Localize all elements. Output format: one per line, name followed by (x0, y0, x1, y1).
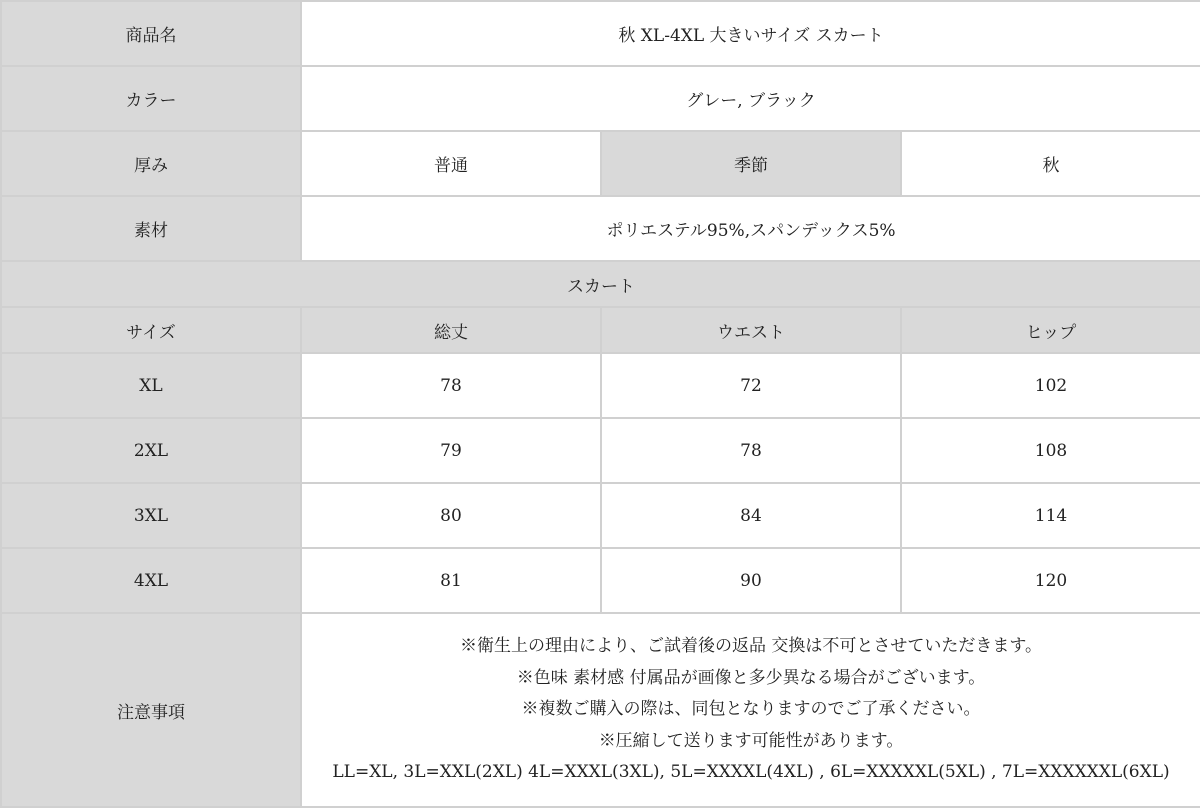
hip-cell: 102 (901, 353, 1200, 418)
table-row (1, 353, 1200, 418)
season-value: 秋 (901, 131, 1200, 196)
size-cell: 2XL (1, 418, 301, 483)
size-cell: 3XL (1, 483, 301, 548)
product-name-value: 秋 XL-4XL 大きいサイズ スカート (301, 1, 1200, 66)
hip-cell: 120 (901, 548, 1200, 613)
thickness-value: 普通 (301, 131, 601, 196)
size-conversion-line: LL=XL, 3L=XXL(2XL) 4L=XXXL(3XL), 5L=XXXXL(4XL) , 6L=XXXXXL(5XL) , 7L=XXXXXXL(6XL) (332, 762, 1170, 783)
hip-cell: 114 (901, 483, 1200, 548)
thickness-season-row (1, 131, 1200, 196)
length-header: 総丈 (301, 307, 601, 353)
color-value: グレー, ブラック (301, 66, 1200, 131)
note-line: ※衛生上の理由により、ご試着後の返品 交換は不可とさせていただきます。 (459, 636, 1043, 657)
waist-cell: 90 (601, 548, 901, 613)
waist-cell: 78 (601, 418, 901, 483)
notes-content (301, 613, 1200, 807)
size-table-title: スカート (1, 261, 1200, 307)
size-cell: XL (1, 353, 301, 418)
thickness-label: 厚み (1, 131, 301, 196)
note-line: ※圧縮して送ります可能性があります。 (598, 730, 904, 751)
notes-row (1, 613, 1200, 807)
waist-header: ウエスト (601, 307, 901, 353)
table-row (1, 483, 1200, 548)
size-table-title-row (1, 261, 1200, 307)
length-cell: 78 (301, 353, 601, 418)
hip-cell: 108 (901, 418, 1200, 483)
material-value: ポリエステル95%,スパンデックス5% (301, 196, 1200, 261)
table-row (1, 418, 1200, 483)
note-line: ※色味 素材感 付属品が画像と多少異なる場合がございます。 (516, 667, 986, 688)
size-header: サイズ (1, 307, 301, 353)
length-cell: 81 (301, 548, 601, 613)
notes-label: 注意事項 (1, 613, 301, 807)
size-table-header-row (1, 307, 1200, 353)
length-cell: 79 (301, 418, 601, 483)
season-label: 季節 (601, 131, 901, 196)
material-row (1, 196, 1200, 261)
material-label: 素材 (1, 196, 301, 261)
size-cell: 4XL (1, 548, 301, 613)
color-label: カラー (1, 66, 301, 131)
product-name-label: 商品名 (1, 1, 301, 66)
note-line: ※複数ご購入の際は、同包となりますのでご了承ください。 (521, 699, 981, 720)
product-name-row (1, 1, 1200, 66)
length-cell: 80 (301, 483, 601, 548)
waist-cell: 72 (601, 353, 901, 418)
table-row (1, 548, 1200, 613)
waist-cell: 84 (601, 483, 901, 548)
color-row (1, 66, 1200, 131)
hip-header: ヒップ (901, 307, 1200, 353)
